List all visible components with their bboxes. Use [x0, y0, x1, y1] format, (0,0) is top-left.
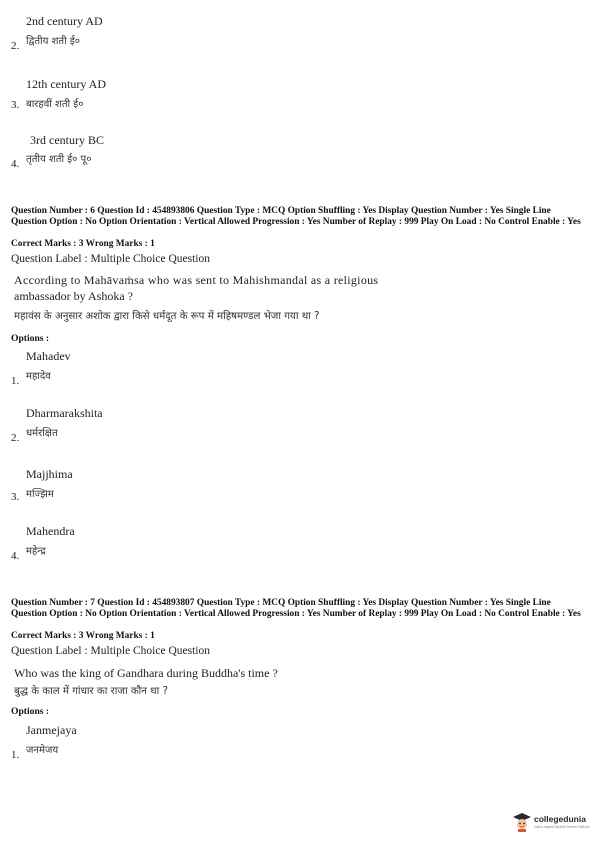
question-6-options-heading: Options : [11, 333, 50, 344]
question-6-option-2-number: 2. [11, 432, 20, 444]
question-6-option-4-en: Mahendra [26, 524, 75, 538]
question-6-option-2-en: Dharmarakshita [26, 406, 103, 420]
question-6-marks: Correct Marks : 3 Wrong Marks : 1 [11, 239, 155, 249]
question-6-label: Question Label : Multiple Choice Question [11, 253, 210, 265]
logo-wordmark: collegedunia [534, 814, 586, 824]
prev-option-2-number: 2. [11, 40, 20, 52]
question-7-options-heading: Options : [11, 706, 50, 717]
question-6-option-3-en: Majjhima [26, 467, 73, 481]
question-6-text-hi: महावंस के अनुसार अशोक द्वारा किसे धर्मदूत के रूप में महिषमण्डल भेजा गया था ? [14, 311, 320, 322]
prev-option-2-hi: द्वितीय शती ई० [26, 36, 80, 47]
logo-tagline: India's largest Student Review Platform [534, 825, 590, 829]
prev-option-3-en: 12th century AD [26, 77, 106, 91]
question-7-option-1-en: Janmejaya [26, 723, 77, 737]
question-7-option-1-hi: जनमेजय [26, 745, 59, 756]
question-6-option-1-en: Mahadev [26, 349, 71, 363]
question-7-marks: Correct Marks : 3 Wrong Marks : 1 [11, 631, 155, 641]
prev-option-4-number: 4. [11, 158, 20, 170]
graduate-mascot-icon [512, 812, 532, 832]
question-6-option-1-hi: महादेव [26, 371, 51, 382]
question-6-option-3-hi: मज्झिम [26, 489, 54, 500]
question-7-option-1-number: 1. [11, 749, 20, 761]
prev-option-4-en: 3rd century BC [30, 133, 104, 147]
prev-option-2-en: 2nd century AD [26, 14, 103, 28]
question-6-option-3-number: 3. [11, 491, 20, 503]
question-7-text-hi: बुद्ध के काल में गांधार का राजा कौन था ? [14, 686, 168, 697]
question-6-text-en-line1: According to Mahāvaṁsa who was sent to Mahishmandal as a religious [14, 273, 379, 287]
question-6-meta: Question Number : 6 Question Id : 454893806 Question Type : MCQ Option Shuffling : Yes Display Question Number : Yes Single Line Question Option : No Option Orientation : Vertical Allowed Progression : Yes Number of Replay : 999 Play On Load : No Control Enable : Yes [11, 206, 581, 227]
question-6-option-2-hi: धर्मरक्षित [26, 428, 58, 439]
question-7-meta: Question Number : 7 Question Id : 454893807 Question Type : MCQ Option Shuffling : Yes Display Question Number : Yes Single Line Question Option : No Option Orientation : Vertical Allowed Progression : Yes Number of Replay : 999 Play On Load : No Control Enable : Yes [11, 598, 581, 619]
question-6-option-4-number: 4. [11, 550, 20, 562]
collegedunia-logo [512, 812, 592, 834]
prev-option-3-hi: बारहवीं शती ई० [26, 99, 84, 110]
prev-option-3-number: 3. [11, 99, 20, 111]
question-7-label: Question Label : Multiple Choice Question [11, 645, 210, 657]
question-7-text-en: Who was the king of Gandhara during Buddha's time ? [14, 666, 278, 680]
prev-option-4-hi: तृतीय शती ई० पू० [26, 154, 92, 165]
question-6-option-4-hi: महेन्द्र [26, 546, 46, 557]
question-6-option-1-number: 1. [11, 375, 20, 387]
question-6-text-en-line2: ambassador by Ashoka ? [14, 289, 133, 303]
